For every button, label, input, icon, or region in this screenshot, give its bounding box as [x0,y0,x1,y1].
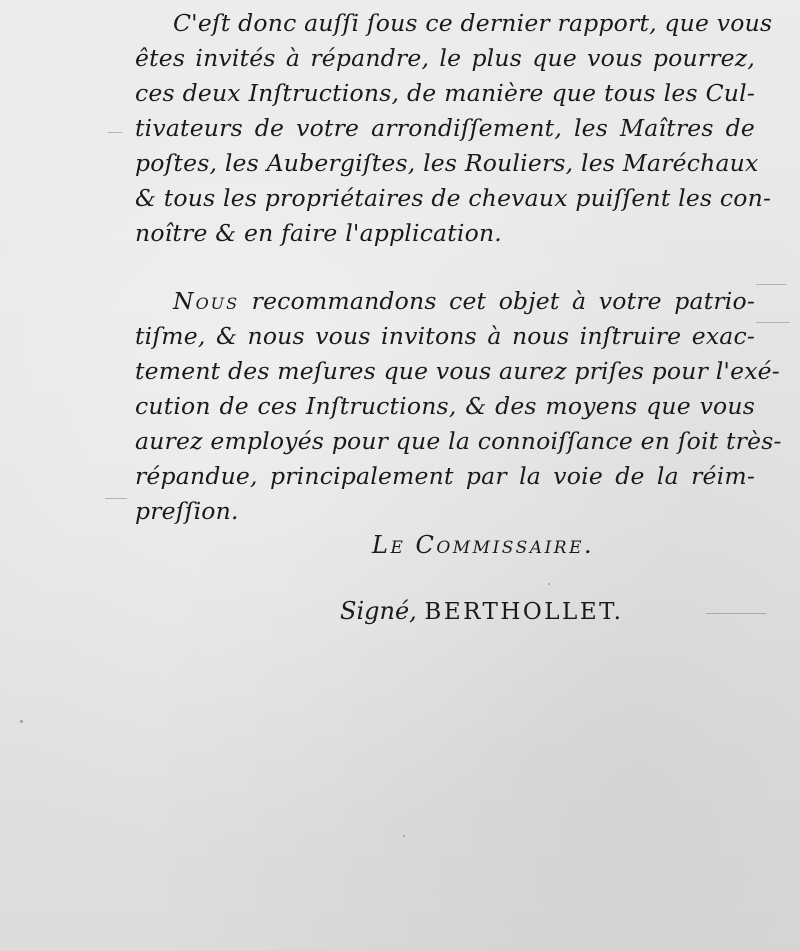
signature-block [340,524,732,632]
lead-word: Nous [173,287,240,315]
text-line: êtes invités à répandre, le plus que vous pourrez, [135,44,755,72]
text-line: tiſme, & nous vous invitons à nous inſtruire exac- [135,322,755,350]
signature-title: Le Commissaire. [372,531,595,559]
paper-mark [756,322,790,323]
text-line [135,284,755,319]
text-line: poſtes, les Aubergiſtes, les Rouliers, les Maréchaux [135,149,759,177]
paragraph-gap [135,251,755,284]
text-line: ces deux Inſtructions, de manière que tous les Cul- [135,79,755,107]
paragraph-2 [135,284,782,529]
text-line: C'eſt donc auſſi ſous ce dernier rapport, que vous [173,9,773,37]
signature-line [340,590,732,632]
text-line: preſſion. [135,497,239,525]
text-line: cution de ces Inſtructions, & des moyens que vous [135,392,755,420]
text-line: tement des meſures que vous aurez priſes pour l'exé- [135,357,780,385]
paper-speck [548,583,550,585]
text-line: répandue, principalement par la voie de la réim- [135,462,755,490]
paper-mark [706,613,766,614]
text-line: & tous les propriétaires de chevaux puiſſent les con- [135,184,772,212]
text-line: aurez employés pour que la connoiſſance en ſoit très- [135,427,782,455]
paper-speck [20,720,23,723]
text-body [135,6,782,529]
text-line: tivateurs de votre arrondiſſement, les Maîtres de [135,114,755,142]
lead-line-rest: recommandons cet objet à votre patrio- [251,287,756,315]
paragraph-1 [135,6,773,251]
paper-mark [105,498,127,499]
paper-mark [108,132,122,133]
signature-prefix: Signé, [340,597,417,625]
signature-name: BERTHOLLET. [424,599,624,625]
paper-mark [756,284,786,285]
text-line: noître & en faire l'application. [135,219,502,247]
paper-speck [403,835,405,837]
